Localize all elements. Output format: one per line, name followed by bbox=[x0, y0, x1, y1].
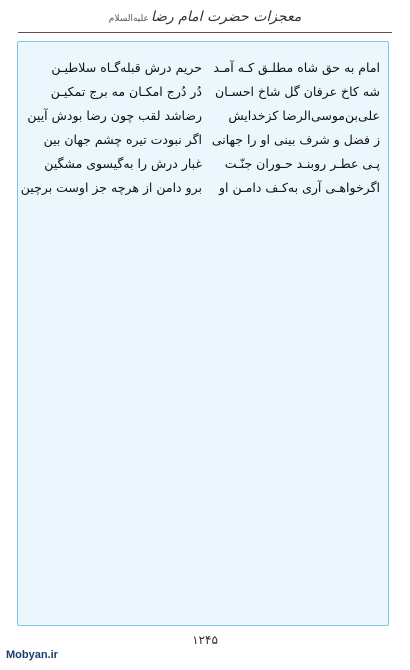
verse-row bbox=[18, 105, 388, 129]
verse-left-hemistich: اگر نبودت تیره چشم جهان بین bbox=[43, 132, 202, 147]
verse-right-hemistich: علی‌بن‌موسی‌الرضا کزخدایش bbox=[228, 108, 380, 123]
page-title: معجزات حضرت امام رضا bbox=[150, 9, 302, 25]
verse-right-hemistich: امام به حق شاه مطلـق کـه آمـد bbox=[213, 60, 380, 75]
page-header bbox=[18, 6, 392, 32]
verse-right-hemistich: اگرخواهـی آری به‌کـف دامـن او bbox=[219, 180, 380, 195]
verse-row bbox=[18, 129, 388, 153]
verse-left-hemistich: رضاشد لقب چون رضا بودش آیین bbox=[27, 108, 202, 123]
page-number: ۱۲۴۵ bbox=[192, 633, 218, 647]
verse-left-hemistich: غبار درش را به‌گیسوی مشگین bbox=[44, 156, 202, 171]
verse-row bbox=[18, 153, 388, 177]
verse-left-hemistich: حریم درش قبله‌گـاه سلاطیـن bbox=[51, 60, 202, 75]
verse-right-hemistich: شه کاخ عرفان گل شاخ احسـان bbox=[215, 84, 380, 99]
honorific-symbol: عليه‌السلام bbox=[108, 14, 149, 24]
poem-panel bbox=[17, 41, 389, 626]
verse-list bbox=[18, 57, 388, 201]
verse-row bbox=[18, 177, 388, 201]
verse-left-hemistich: دُر دُرج امکـان مه برج تمکیـن bbox=[50, 84, 202, 99]
header-divider bbox=[18, 32, 392, 33]
verse-row bbox=[18, 81, 388, 105]
verse-row bbox=[18, 57, 388, 81]
site-watermark: Mobyan.ir bbox=[6, 649, 58, 661]
verse-left-hemistich: برو دامن از هرچه جز اوست برچین bbox=[20, 180, 202, 195]
verse-right-hemistich: پـی عطـر روبنـد حـوران جنّـت bbox=[224, 156, 380, 171]
verse-right-hemistich: ز فضل و شرف بینی او را جهانی bbox=[211, 132, 380, 147]
